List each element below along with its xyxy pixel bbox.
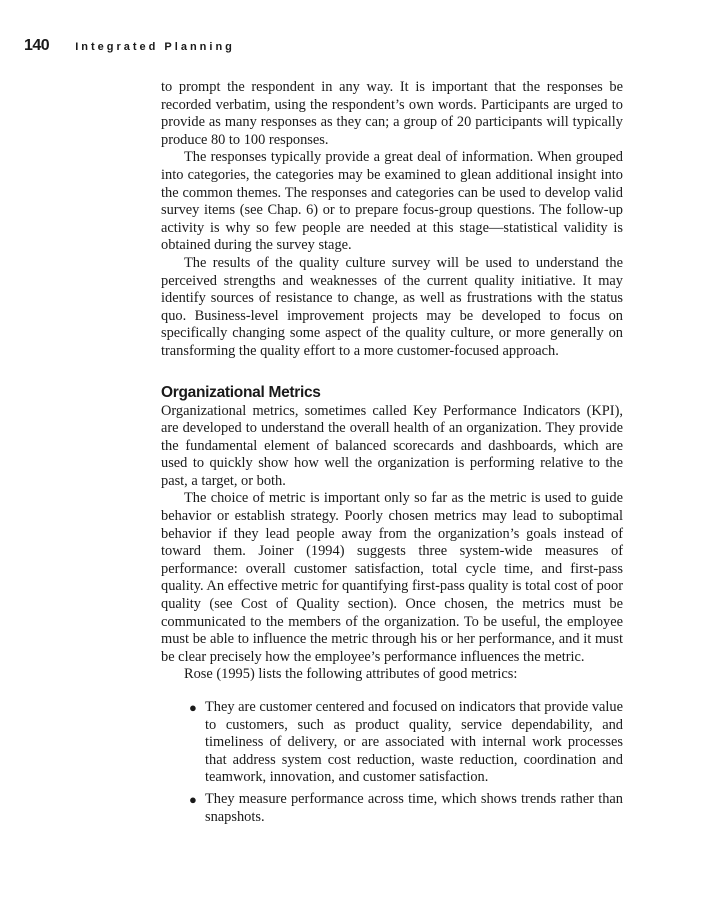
paragraph-continuation: to prompt the respondent in any way. It is important that the responses be recorded verbatim, using the respondent’s own words. Participants are urged to provide as many responses as they can; a group of 20 participants will typically produce 80 to 100 responses. xyxy=(161,79,623,148)
page-number: 140 xyxy=(24,37,50,54)
attributes-list xyxy=(161,699,623,826)
section-heading: Organizational Metrics xyxy=(161,383,321,401)
paragraph-responses: The responses typically provide a great deal of information. When grouped into categories, the categories may be examined to glean additional insight into the common themes. The responses and categories can be used to develop valid survey items (see Chap. 6) or to prepare focus-group questions. The follow-up activity is why so few people are needed at this stage—statistical validity is obtained during the survey stage. xyxy=(161,149,623,254)
bullet-icon: ● xyxy=(189,791,197,807)
running-header xyxy=(24,37,235,57)
paragraph-kpi: Organizational metrics, sometimes called Key Performance Indicators (KPI), are developed to understand the overall health of an organization. They provide the fundamental element of balanced scorecards and dashboards, which are used to quickly show how well the organization is performing relative to the past, a target, or both. xyxy=(161,402,623,489)
running-title: Integrated Planning xyxy=(75,41,235,53)
list-item xyxy=(161,699,623,787)
bullet-icon: ● xyxy=(189,700,197,715)
list-item-text: They measure performance across time, which shows trends rather than snapshots. xyxy=(205,790,623,825)
paragraph-survey-results: The results of the quality culture survey will be used to understand the perceived strengths and weaknesses of the current quality initiative. It may identify sources of resistance to change, as well as frustrations with the status quo. Business-level improvement projects may be developed to focus on specifically changing some aspect of the quality culture, or more generally on transforming the quality effort to a more customer-focused approach. xyxy=(161,254,623,359)
paragraph-metric-choice: The choice of metric is important only so far as the metric is used to guide behavior or establish strategy. Poorly chosen metrics may lead to suboptimal behavior if they lead people away from the organization’s goals instead of toward them. Joiner (1994) suggests three system-wide measures of performance: overall customer satisfaction, total cycle time, and first-pass quality. An effective metric for quantifying first-pass quality is total cost of poor quality (see Cost of Quality section). Once chosen, the metrics must be communicated to the members of the organization. To be useful, the employee must be able to influence the metric through his or her performance, and it must be clear precisely how the employee’s performance influences the metric. xyxy=(161,490,623,665)
list-item-text: They are customer centered and focused on indicators that provide value to customers, such as product quality, service dependability, and timeliness of delivery, or are associated with internal work processes that address system cost reduction, waste reduction, coordination and teamwork, innovation, and customer satisfaction. xyxy=(205,699,623,786)
list-item xyxy=(161,791,623,826)
page-body xyxy=(161,79,623,830)
paragraph-attributes-intro: Rose (1995) lists the following attributes of good metrics: xyxy=(184,666,518,683)
